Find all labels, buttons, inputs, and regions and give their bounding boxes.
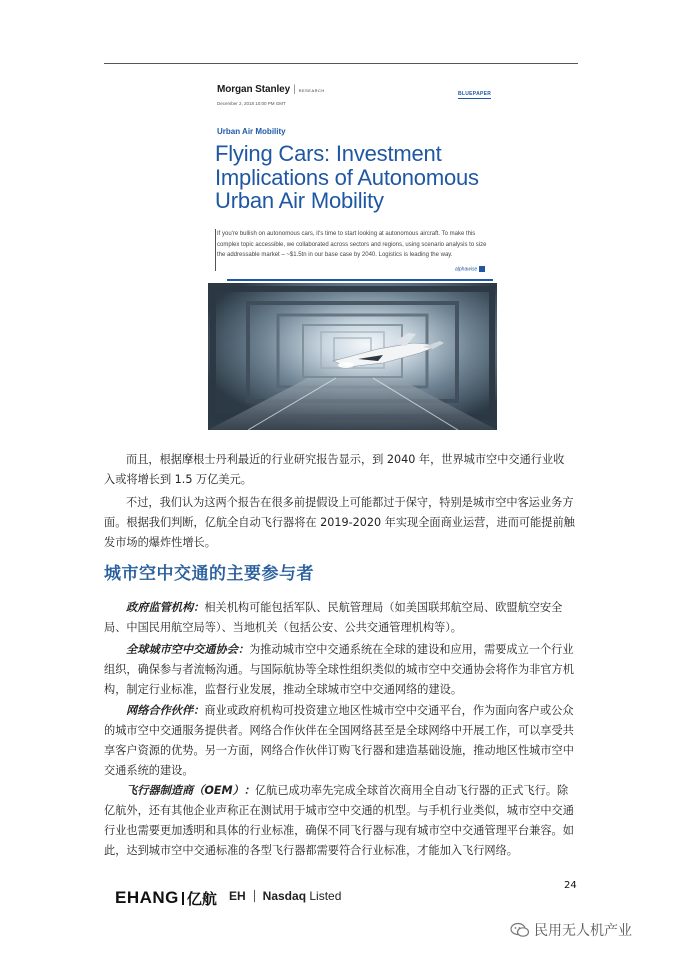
alphawise-logo	[455, 266, 485, 272]
section-heading: 城市空中交通的主要参与者	[104, 564, 314, 584]
paragraph-partners: 网络合作伙伴：商业或政府机构可投资建立地区性城市空中交通平台，作为面向客户或公众的城市空中交通服务提供者。网络合作伙伴在全国网络甚至是全球网络中开展工作，可以享受共享客户资源的优势。另一方面，网络合作伙伴订购飞行器和建造基础设施，推动地区性城市空中交通系统的建设。	[104, 704, 574, 777]
report-brand-section: RESEARCH	[298, 88, 325, 93]
report-abstract: If you're bullish on autonomous cars, it's time to start looking at autonomous aircraft. To make this complex topic accessible, we collaborated across sectors and regions, using scenario analysis to size the addressable market – ~$1.5tn in our base case by 2040. Logistics is leading the way.	[217, 231, 487, 258]
paragraph-association: 全球城市空中交通协会：为推动城市空中交通系统在全球的建设和应用，需要成立一个行业组织，确保参与者流畅沟通。与国际航协等全球性组织类似的城市空中交通协会将作为非官方机构，制定行业标准，监督行业发展，推动全球城市空中交通网络的建设。	[104, 643, 574, 696]
wechat-icon	[510, 922, 530, 938]
ticker-symbol: EH	[229, 889, 246, 903]
logo-wordmark-en: EHANG	[115, 888, 179, 907]
lead-term: 飞行器制造商（OEM）：	[126, 784, 255, 797]
paragraph-regulators: 政府监管机构：相关机构可能包括军队、民航管理局（如美国联邦航空局、欧盟航空安全局、中国民用航空局等）、当地机关（包括公安、公共交通管理机构等）。	[104, 601, 563, 634]
report-series-badge: BLUEPAPER	[458, 91, 492, 97]
report-title-line: Implications of Autonomous	[215, 164, 479, 190]
alphawise-label: alphawise	[455, 266, 478, 273]
report-brand-name: Morgan Stanley	[217, 84, 291, 95]
page-number: 24	[564, 880, 577, 891]
abstract-rule	[215, 229, 216, 271]
paragraph-revenue: 而且，根据摩根士丹利最近的行业研究报告显示，到 2040 年，世界城市空中交通行业收入或将增长到 1.5 万亿美元。	[104, 453, 565, 486]
tunnel-aircraft-illustration	[208, 283, 497, 430]
listing-info	[229, 889, 341, 903]
report-title	[215, 142, 515, 213]
report-date: December 2, 2018 10:00 PM GMT	[217, 101, 286, 106]
top-rule	[104, 63, 578, 64]
lead-term: 全球城市空中交通协会：	[126, 643, 250, 656]
lead-term: 政府监管机构：	[126, 601, 205, 614]
report-kicker: Urban Air Mobility	[217, 127, 286, 136]
watermark	[510, 920, 632, 940]
hero-image	[208, 283, 497, 430]
alphawise-mark-icon	[479, 266, 485, 272]
ehang-logo	[115, 888, 217, 908]
logo-wordmark-cn: 亿航	[186, 889, 217, 908]
report-title-line: Urban Air Mobility	[215, 188, 384, 213]
lead-term: 网络合作伙伴：	[126, 704, 205, 717]
paragraph-outlook: 不过，我们认为这两个报告在很多前提假设上可能都过于保守，特别是城市空中客运业务方面。根据我们判断，亿航全自动飞行器将在 2019-2020 年实现全面商业运营，进而可能提前触发市场的爆炸性增长。	[104, 496, 575, 549]
report-brand: Morgan Stanley | RESEARCH	[217, 84, 325, 95]
exchange-name: Nasdaq	[262, 889, 307, 903]
report-title-line: Flying Cars: Investment	[215, 141, 442, 166]
paragraph-oem: 飞行器制造商（OEM）：亿航已成功率先完成全球首次商用全自动飞行器的正式飞行。除亿航外，还有其他企业声称正在测试用于城市空中交通的机型。与手机行业类似，城市空中交通行业也需要更加透明和具体的行业标准，确保不同飞行器与现有城市空中交通管理平台兼容。如此，达到城市空中交通标准的各型飞行器都需要符合行业标准，才能加入飞行网络。	[104, 784, 574, 857]
watermark-text: 民用无人机产业	[534, 923, 632, 939]
abstract-underline	[227, 279, 493, 281]
exchange-suffix: Listed	[306, 889, 342, 903]
